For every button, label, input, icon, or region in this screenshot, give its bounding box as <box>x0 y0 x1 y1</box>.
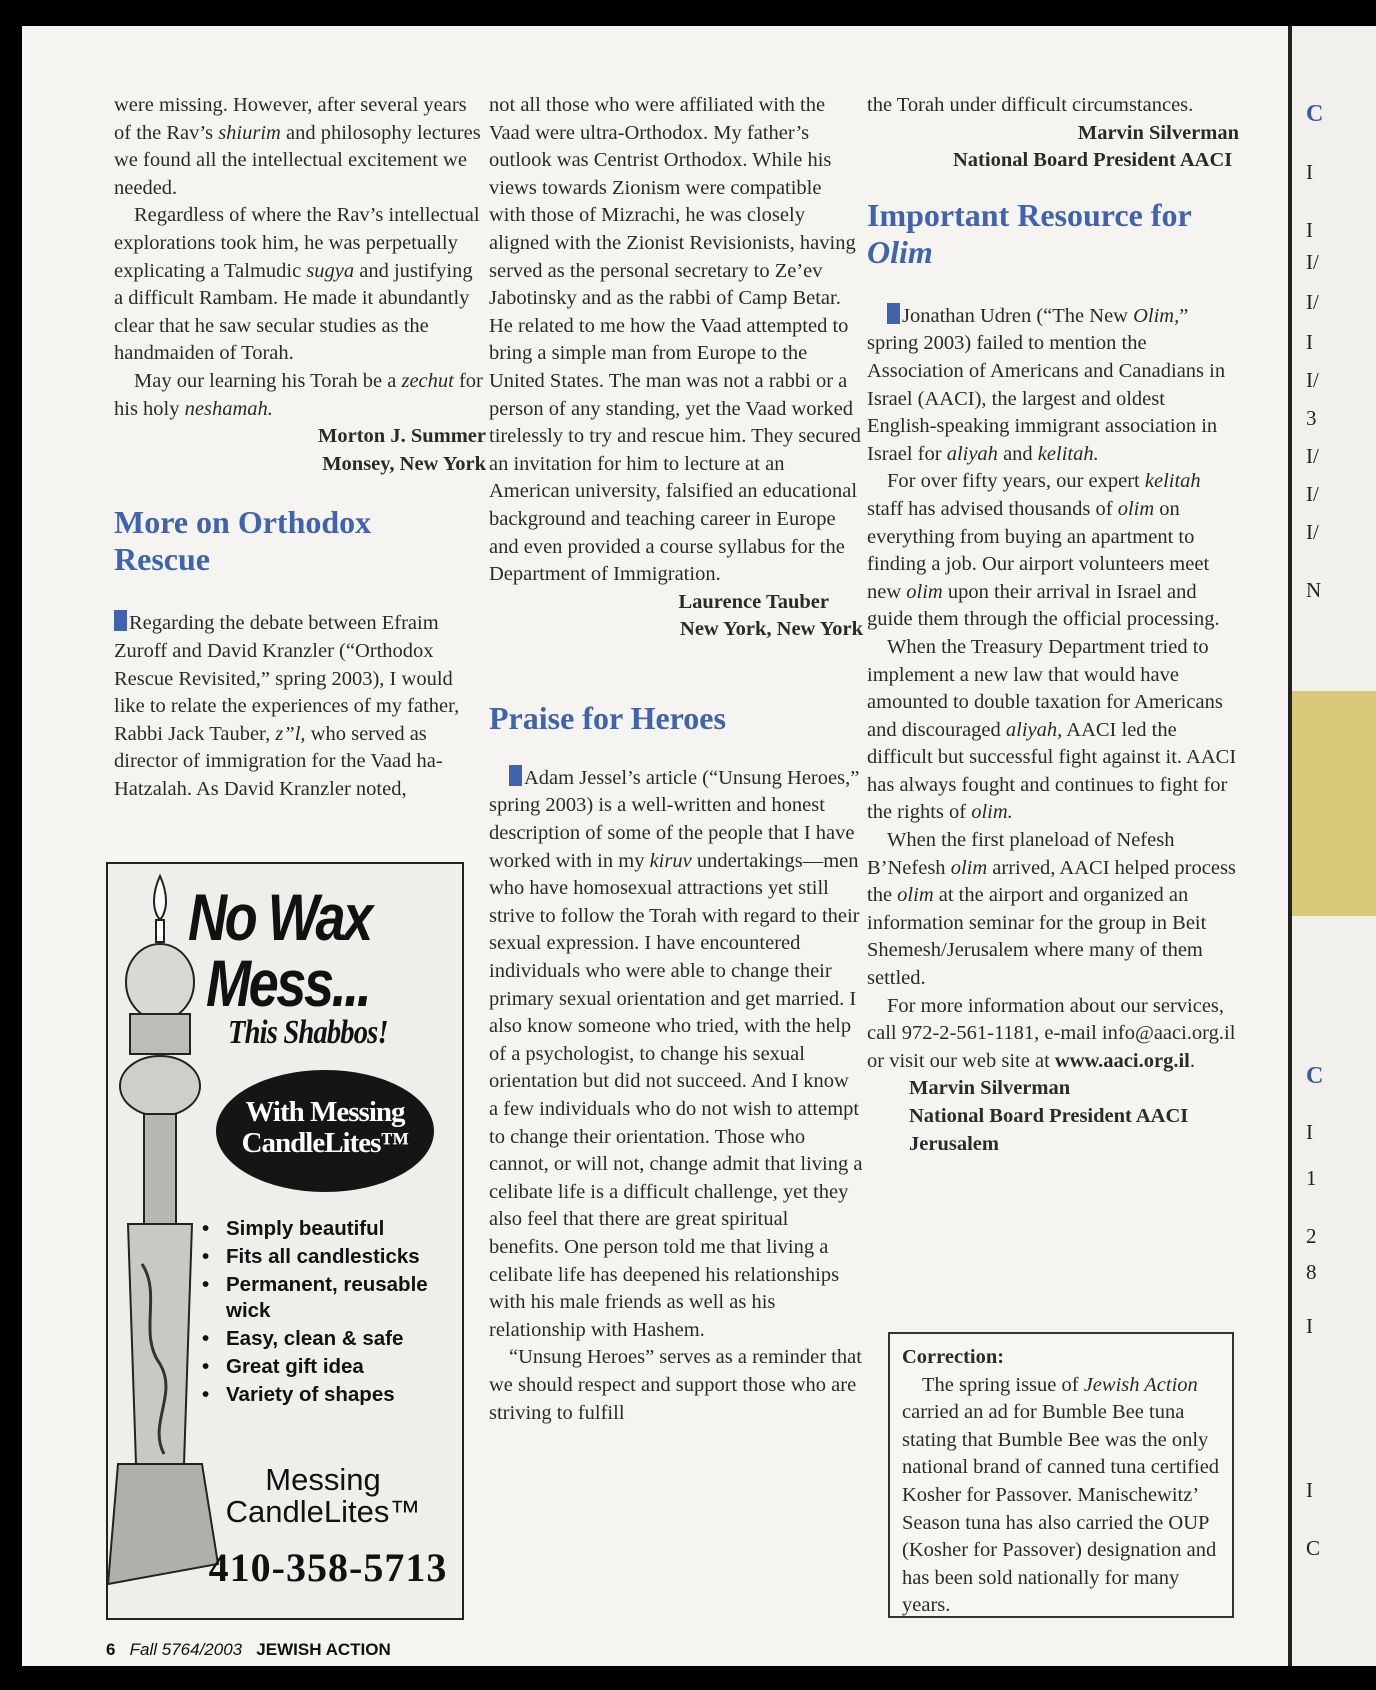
section-heading: Praise for Heroes <box>489 699 726 736</box>
column-3 <box>867 92 1239 1158</box>
edge-char: C <box>1306 1063 1324 1089</box>
edge-char: 2 <box>1306 1224 1317 1248</box>
edge-char: 1 <box>1306 1166 1317 1190</box>
signature-location: Monsey, New York <box>322 452 486 475</box>
letter-paragraph: Jonathan Udren (“The New Olim,” spring 2003) failed to mention the Association of Americans and Canadians in Israel (AACI), the largest and oldest English-speaking immigrant association in Israel for aliyah and kelitah. <box>867 304 1226 465</box>
ad-feature: • Simply beautiful <box>198 1216 458 1242</box>
edge-char: 3 <box>1306 406 1317 430</box>
edge-char: C <box>1306 1536 1321 1560</box>
letter-paragraph: the Torah under difficult circumstances. <box>867 94 1194 116</box>
ad-headline: No Wax Mess... <box>188 880 371 1020</box>
edge-char: I <box>1306 1120 1313 1144</box>
column-1 <box>114 92 486 803</box>
signature-name: Marvin Silverman <box>909 1077 1071 1100</box>
letter-paragraph: Regardless of where the Rav’s intellectual explorations took him, he was perpetually explicating a Talmudic sugya and justifying a difficult Rambam. He made it abundantly clear that he saw secular studies as the handmaiden of Torah. <box>114 204 480 365</box>
letter-paragraph: not all those who were affiliated with the Vaad were ultra-Orthodox. My father’s outlook was Centrist Orthodox. While his views towards Zionism were compatible with those of Mizrachi, he was closely aligned with the Zionist Revisionists, having served as the personal secretary to Ze’ev Jabotinsky and as the rabbi of Camp Betar. He related to me how the Vaad attempted to bring a simple man from Europe to the United States. The man was not a rabbi or a person of any standing, yet the Vaad worked tirelessly to try and rescue him. They secured an invitation for him to lecture at an American university, falsified an educational background and teaching career in Europe and even provided a course syllabus for the Department of Immigration. <box>489 94 861 586</box>
signature-title: National Board President AACI <box>909 1105 1189 1127</box>
paragraph-marker-icon <box>509 765 522 786</box>
candle-advertisement <box>106 862 464 1620</box>
letter-paragraph: When the Treasury Department tried to implement a new law that would have amounted to double taxation for Americans and discouraged aliyah, AACI led the difficult but successful fight against it. AACI has always fought and continues to fight for the rights of olim. <box>867 635 1237 824</box>
edge-char: N <box>1306 578 1322 602</box>
correction-text: The spring issue of Jewish Action carried an ad for Bumble Bee tuna stating that Bumble Bee was the only national brand of canned tuna certified Kosher for Passover. Manischewitz’ Season tuna has also carried the OUP (Kosher for Passover) designation and has been sold nationally for many years. <box>902 1373 1220 1617</box>
letter-paragraph: Regarding the debate between Efraim Zuroff and David Kranzler (“Orthodox Rescue Revisited,” spring 2003), I would like to relate the experiences of my father, Rabbi Jack Tauber, z”l, who served as director of immigration for the Vaad ha-Hatzalah. As David Kranzler noted, <box>114 612 460 800</box>
ad-feature-list <box>198 1216 458 1410</box>
signature-location: National Board President AACI <box>953 149 1233 172</box>
letter-paragraph: For over fifty years, our expert kelitah staff has advised thousands of olim on everything from buying an apartment to finding a job. Our airport volunteers meet new olim upon their arrival in Israel and guide them through the official processing. <box>867 470 1220 631</box>
page-number: 6 <box>106 1640 116 1659</box>
letter-paragraph: For more information about our services, call 972-2-561-1181, e-mail info@aaci.org.il or visit our web site at www.aaci.org.il. <box>867 994 1236 1072</box>
edge-char: I <box>1306 1478 1313 1502</box>
edge-char: I <box>1306 218 1313 242</box>
edge-char: C <box>1306 101 1324 127</box>
ad-feature: • Variety of shapes <box>198 1382 458 1408</box>
edge-char: I <box>1306 330 1313 354</box>
ad-feature: • Fits all candlesticks <box>198 1244 458 1270</box>
signature-name: Laurence Tauber <box>678 590 829 613</box>
website-link[interactable]: www.aaci.org.il <box>1054 1049 1190 1072</box>
edge-char: I/ <box>1306 290 1319 314</box>
letter-paragraph: were missing. However, after several years of the Rav’s shiurim and philosophy lectures we found all the intellectual excitement we needed. <box>114 94 481 199</box>
ad-subheadline: This Shabbos! <box>228 1014 388 1051</box>
edge-char: I/ <box>1306 482 1319 506</box>
edge-char: I/ <box>1306 368 1319 392</box>
page-footer <box>106 1640 391 1660</box>
letter-paragraph: Adam Jessel’s article (“Unsung Heroes,” spring 2003) is a well-written and honest description of some of the people that I have worked with in my kiruv undertakings—men who have homosexual attractions yet still strive to follow the Torah with regard to their sexual expression. I have encountered individuals who were able to change their primary sexual orientation and get married. I also know someone who tried, with the help of a psychologist, to change his sexual orientation but did not succeed. And I know a few individuals who do not wish to attempt to change their orientation. Those who cannot, or will not, change admit that living a celibate life is a difficult challenge, yet they also feel that there are great spiritual benefits. One person told me that living a celibate life has deepened his relationships with his male friends as well as his relationship with Hashem. <box>489 766 863 1341</box>
signature-location: New York, New York <box>680 618 863 641</box>
next-page-edge <box>1292 26 1376 1666</box>
letter-paragraph: “Unsung Heroes” serves as a reminder that we should respect and support those who are striving to fulfill <box>489 1346 862 1424</box>
letter-paragraph: May our learning his Torah be a zechut for his holy neshamah. <box>114 369 483 420</box>
signature-name: Marvin Silverman <box>1077 121 1239 144</box>
correction-box <box>888 1332 1234 1618</box>
section-heading: Important Resource for Olim <box>867 196 1192 270</box>
edge-char: I/ <box>1306 520 1319 544</box>
edge-char: I <box>1306 160 1313 184</box>
letter-paragraph: When the first planeload of Nefesh B’Nefesh olim arrived, AACI helped process the olim at the airport and organized an information seminar for the group in Beit Shemesh/Jerusalem where many of them settled. <box>867 829 1236 990</box>
section-heading: More on Orthodox Rescue <box>114 504 372 578</box>
ad-feature: • Great gift idea <box>198 1354 458 1380</box>
magazine-page <box>22 26 1324 1666</box>
next-page-color-band <box>1292 691 1376 916</box>
paragraph-marker-icon <box>887 303 900 324</box>
edge-char: 8 <box>1306 1260 1317 1284</box>
ad-feature: • Permanent, reusable wick <box>198 1272 458 1324</box>
ad-phone-number: 410-358-5713 <box>208 1545 448 1590</box>
edge-char: I/ <box>1306 444 1319 468</box>
signature-name: Morton J. Summer <box>318 425 486 448</box>
ad-brand-name: Messing CandleLites™ <box>225 1462 421 1529</box>
ad-feature: • Easy, clean & safe <box>198 1326 458 1352</box>
signature-location: Jerusalem <box>909 1132 999 1155</box>
magazine-name: JEWISH ACTION <box>256 1640 391 1659</box>
ad-brand-oval: With Messing CandleLites™ <box>216 1070 434 1192</box>
column-2 <box>489 92 863 1427</box>
edge-char: I <box>1306 1314 1313 1338</box>
correction-title: Correction: <box>902 1346 1005 1368</box>
edge-char: I/ <box>1306 250 1319 274</box>
paragraph-marker-icon <box>114 610 127 631</box>
issue-date: Fall 5764/2003 <box>129 1640 243 1659</box>
